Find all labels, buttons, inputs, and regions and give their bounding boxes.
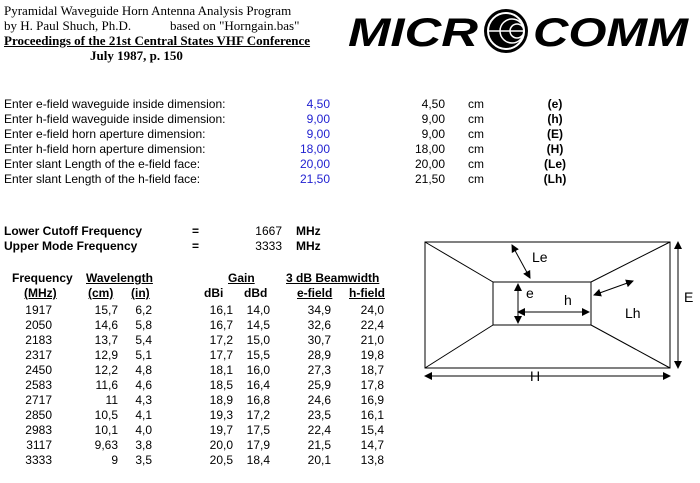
result-label: Lower Cutoff Frequency <box>4 224 143 238</box>
cell-frequency: 1917 <box>25 303 52 317</box>
cell-wavelength-in: 5,8 <box>135 318 152 332</box>
smith-chart-icon <box>484 9 528 53</box>
cell-gain-dbi: 17,2 <box>209 333 233 347</box>
microcomm-logo <box>348 6 693 56</box>
cell-gain-dbd: 16,4 <box>246 378 270 392</box>
input-value-cell[interactable]: 21,50 <box>299 172 330 186</box>
horn-diagram <box>420 232 700 384</box>
cell-gain-dbi: 19,3 <box>209 408 233 422</box>
cell-beam-efield: 32,6 <box>307 318 331 332</box>
input-unit: cm <box>468 172 484 186</box>
input-label: Enter slant Length of the e-field face: <box>4 157 201 171</box>
input-value-cell[interactable]: 20,00 <box>299 157 330 171</box>
input-unit: cm <box>468 127 484 141</box>
cell-beam-hfield: 15,4 <box>360 423 384 437</box>
header-cm: (cm) <box>88 286 114 300</box>
input-label: Enter h-field waveguide inside dimension: <box>4 112 226 126</box>
cell-gain-dbi: 16,1 <box>209 303 233 317</box>
input-echo-value: 4,50 <box>421 97 445 111</box>
cell-wavelength-in: 6,2 <box>135 303 152 317</box>
cell-wavelength-cm: 12,9 <box>94 348 118 362</box>
cell-gain-dbd: 16,0 <box>246 363 270 377</box>
header-dbi: dBi <box>204 286 224 300</box>
cell-gain-dbi: 18,9 <box>209 393 233 407</box>
cell-gain-dbd: 14,5 <box>246 318 270 332</box>
lh-arrow <box>594 281 633 295</box>
logo-text-left: MICR <box>348 11 479 55</box>
cell-gain-dbd: 17,2 <box>246 408 270 422</box>
result-unit: MHz <box>296 224 321 238</box>
header-in: (in) <box>131 286 150 300</box>
input-label: Enter e-field waveguide inside dimension: <box>4 97 226 111</box>
cell-wavelength-in: 4,8 <box>135 363 152 377</box>
label-h: h <box>564 292 572 308</box>
cell-gain-dbi: 19,7 <box>209 423 233 437</box>
cell-frequency: 2450 <box>25 363 52 377</box>
header-mhz: (MHz) <box>24 286 57 300</box>
cell-wavelength-cm: 13,7 <box>94 333 118 347</box>
cell-wavelength-cm: 10,5 <box>94 408 118 422</box>
input-value-cell[interactable]: 9,00 <box>306 127 330 141</box>
cell-gain-dbi: 18,1 <box>209 363 233 377</box>
input-echo-value: 18,00 <box>414 142 445 156</box>
cell-beam-hfield: 14,7 <box>360 438 384 452</box>
input-value-cell[interactable]: 9,00 <box>306 112 330 126</box>
cell-wavelength-in: 3,8 <box>135 438 152 452</box>
cell-wavelength-in: 5,1 <box>135 348 152 362</box>
table-row <box>0 408 700 423</box>
input-unit: cm <box>468 142 484 156</box>
cell-gain-dbd: 15,0 <box>246 333 270 347</box>
cell-wavelength-cm: 11 <box>105 393 118 407</box>
cell-wavelength-in: 4,0 <box>135 423 152 437</box>
cell-wavelength-cm: 11,6 <box>95 378 118 392</box>
cell-wavelength-in: 5,4 <box>135 333 152 347</box>
cell-beam-hfield: 24,0 <box>360 303 384 317</box>
cell-beam-hfield: 16,9 <box>360 393 384 407</box>
cell-gain-dbi: 17,7 <box>209 348 233 362</box>
table-row <box>0 393 700 408</box>
input-echo-value: 9,00 <box>421 112 445 126</box>
cell-beam-efield: 22,4 <box>307 423 331 437</box>
input-label: Enter e-field horn aperture dimension: <box>4 127 206 141</box>
cell-beam-efield: 25,9 <box>307 378 331 392</box>
cell-wavelength-cm: 9,63 <box>94 438 118 452</box>
input-echo-value: 9,00 <box>421 127 445 141</box>
cell-gain-dbd: 17,5 <box>246 423 270 437</box>
date-line: July 1987, p. 150 <box>90 48 183 63</box>
cell-frequency: 3117 <box>26 438 52 452</box>
cell-frequency: 3333 <box>25 453 52 467</box>
cell-wavelength-in: 4,6 <box>135 378 152 392</box>
cell-gain-dbd: 15,5 <box>246 348 270 362</box>
cell-beam-efield: 20,1 <box>307 453 331 467</box>
label-lh: Lh <box>625 305 641 321</box>
input-echo-value: 21,50 <box>414 172 445 186</box>
cell-wavelength-cm: 15,7 <box>94 303 118 317</box>
input-unit: cm <box>468 112 484 126</box>
logo-text-right: COMM <box>533 11 691 55</box>
cell-wavelength-cm: 9 <box>111 453 118 467</box>
cell-beam-hfield: 21,0 <box>360 333 384 347</box>
cell-frequency: 2850 <box>25 408 52 422</box>
cell-gain-dbd: 14,0 <box>246 303 270 317</box>
result-label: Upper Mode Frequency <box>4 239 138 253</box>
header-gain: Gain <box>228 271 255 285</box>
input-symbol: (Lh) <box>543 172 567 186</box>
cell-wavelength-in: 4,3 <box>135 393 152 407</box>
cell-beam-hfield: 18,7 <box>360 363 384 377</box>
input-symbol: (h) <box>547 112 563 126</box>
header-wavelength: Wavelength <box>86 271 153 285</box>
based-on-line: based on "Horngain.bas" <box>170 18 300 33</box>
cell-beam-hfield: 16,1 <box>360 408 384 422</box>
author-line: by H. Paul Shuch, Ph.D. <box>4 18 132 33</box>
input-symbol: (e) <box>547 97 563 111</box>
header-dbd: dBd <box>244 286 268 300</box>
cell-beam-efield: 34,9 <box>307 303 331 317</box>
result-value: 3333 <box>255 239 282 253</box>
label-e: e <box>526 285 534 301</box>
input-unit: cm <box>468 157 484 171</box>
cell-frequency: 2983 <box>25 423 52 437</box>
cell-wavelength-cm: 10,1 <box>94 423 118 437</box>
result-unit: MHz <box>296 239 321 253</box>
cell-beam-efield: 27,3 <box>307 363 331 377</box>
cell-beam-hfield: 19,8 <box>360 348 384 362</box>
table-row <box>0 453 700 468</box>
cell-wavelength-in: 3,5 <box>135 453 152 467</box>
cell-beam-hfield: 17,8 <box>360 378 384 392</box>
cell-gain-dbi: 16,7 <box>209 318 233 332</box>
cell-beam-efield: 21,5 <box>307 438 331 452</box>
cell-gain-dbd: 16,8 <box>246 393 270 407</box>
cell-beam-hfield: 22,4 <box>360 318 384 332</box>
header-efield: e-field <box>297 286 333 300</box>
header-hfield: h-field <box>349 286 385 300</box>
cell-gain-dbi: 20,5 <box>209 453 233 467</box>
label-E: E <box>684 289 694 305</box>
cell-beam-efield: 23,5 <box>307 408 331 422</box>
cell-frequency: 2583 <box>25 378 52 392</box>
label-H: H <box>530 368 541 384</box>
cell-gain-dbd: 18,4 <box>246 453 270 467</box>
cell-beam-efield: 24,6 <box>307 393 331 407</box>
input-symbol: (Le) <box>544 157 566 171</box>
le-arrow <box>512 245 530 278</box>
input-value-cell[interactable]: 18,00 <box>299 142 330 156</box>
cell-frequency: 2317 <box>25 348 52 362</box>
input-value-cell[interactable]: 4,50 <box>306 97 330 111</box>
input-symbol: (H) <box>546 142 564 156</box>
cell-beam-hfield: 13,8 <box>360 453 384 467</box>
input-symbol: (E) <box>547 127 563 141</box>
cell-gain-dbd: 17,9 <box>246 438 270 452</box>
table-row <box>0 438 700 453</box>
label-le: Le <box>532 249 548 265</box>
input-label: Enter h-field horn aperture dimension: <box>4 142 206 156</box>
cell-wavelength-cm: 12,2 <box>94 363 118 377</box>
header-beamwidth: 3 dB Beamwidth <box>286 271 380 285</box>
header-frequency: Frequency <box>12 271 73 285</box>
waveguide-outline <box>493 282 591 325</box>
cell-wavelength-cm: 14,6 <box>94 318 118 332</box>
table-row <box>0 423 700 438</box>
program-title: Pyramidal Waveguide Horn Antenna Analysis Program <box>4 3 292 18</box>
cell-beam-efield: 28,9 <box>307 348 331 362</box>
proceedings-line: Proceedings of the 21st Central States VHF Conference <box>4 33 311 48</box>
result-equals: = <box>192 224 200 238</box>
cell-frequency: 2717 <box>25 393 52 407</box>
cell-frequency: 2183 <box>25 333 52 347</box>
cell-wavelength-in: 4,1 <box>135 408 152 422</box>
input-echo-value: 20,00 <box>414 157 445 171</box>
cell-frequency: 2050 <box>25 318 52 332</box>
cell-gain-dbi: 18,5 <box>209 378 233 392</box>
input-unit: cm <box>468 97 484 111</box>
cell-gain-dbi: 20,0 <box>209 438 233 452</box>
input-label: Enter slant Length of the h-field face: <box>4 172 201 186</box>
result-value: 1667 <box>255 224 282 238</box>
result-equals: = <box>192 239 200 253</box>
cell-beam-efield: 30,7 <box>307 333 331 347</box>
